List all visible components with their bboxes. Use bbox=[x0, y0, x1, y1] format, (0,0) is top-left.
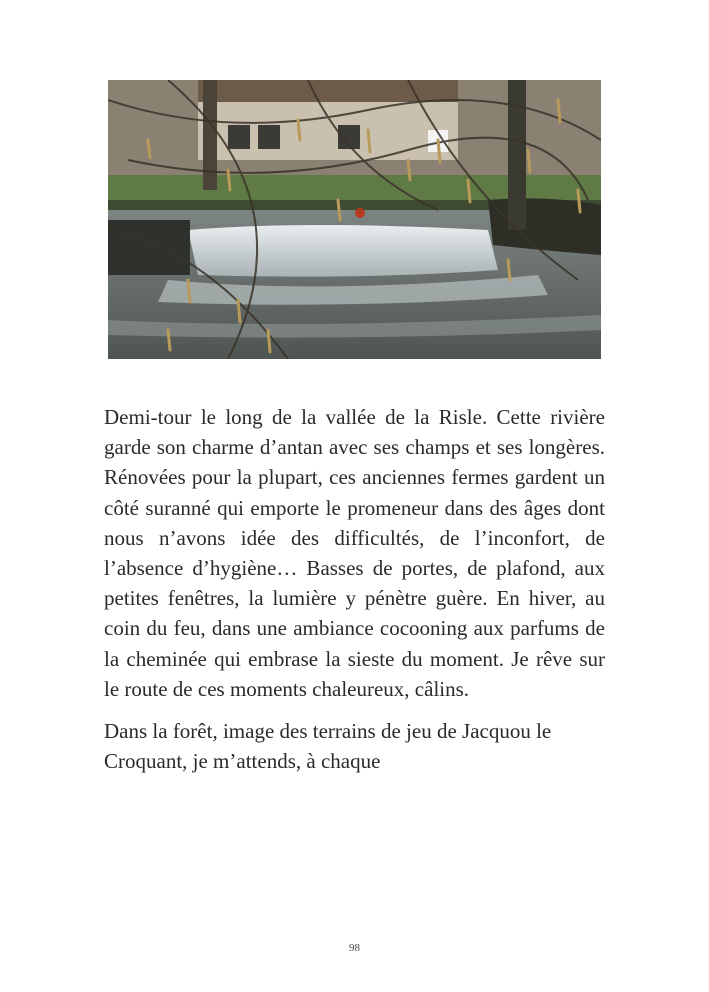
paragraph-1: Demi-tour le long de la vallée de la Risle. Cette rivière garde son charme d’antan avec ses champs et ses longères. Rénovées pour la plupart, ces anciennes fermes gardent un côté suranné qui emporte le promeneur dans des âges dont nous n’avons idée des difficultés, de l’inconfort, de l’absence d’hygiène… Basses de portes, de plafond, aux petites fenêtres, la lumière y pénètre guère. En hiver, au coin du feu, dans une ambiance cocooning aux parfums de la cheminée qui embrase la sieste du moment. Je rêve sur le route de ces moments chaleureux, câlins. bbox=[104, 405, 605, 701]
page-number: 98 bbox=[349, 942, 360, 954]
river-photo bbox=[108, 80, 601, 359]
paragraph-2: Dans la forêt, image des terrains de jeu de Jacquou le Croquant, je m’attends, à chaque bbox=[104, 719, 552, 774]
body-text bbox=[104, 402, 605, 776]
river-weir-image bbox=[108, 80, 601, 359]
